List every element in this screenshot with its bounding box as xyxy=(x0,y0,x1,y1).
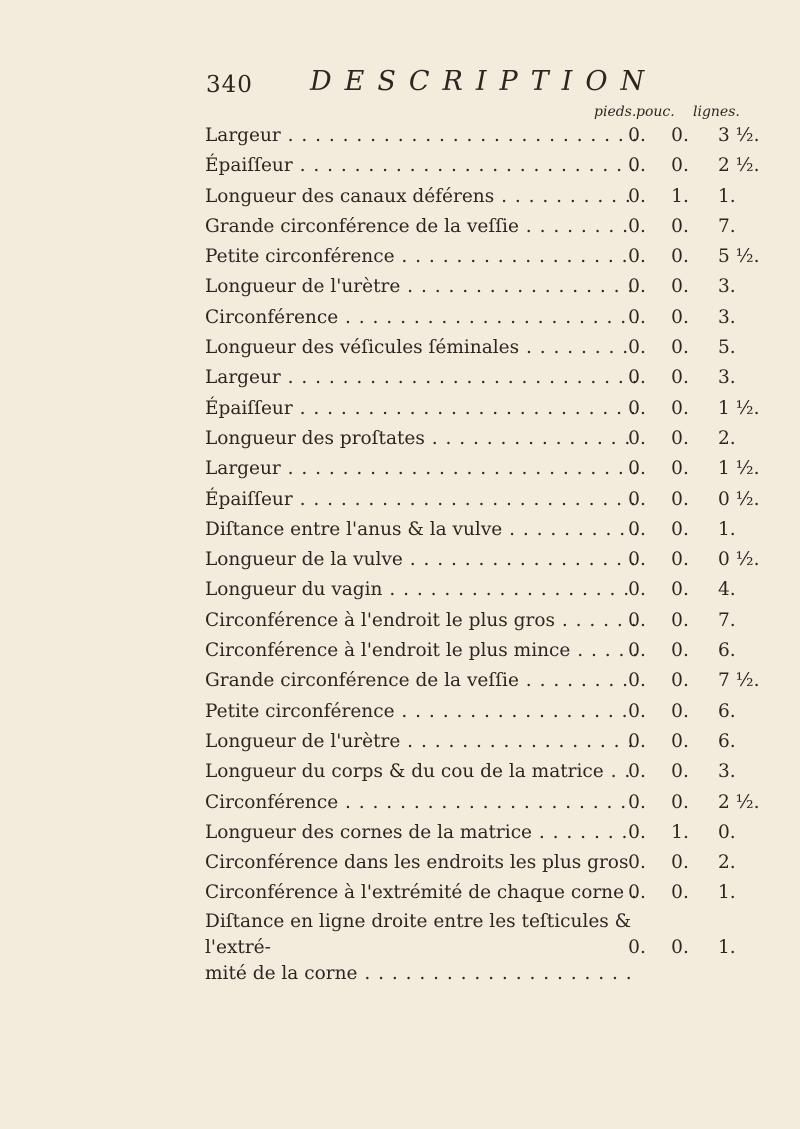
value-lignes: 1 ½. xyxy=(718,397,760,419)
value-pieds: 0. xyxy=(628,936,646,958)
value-pouc: 1. xyxy=(671,185,689,207)
value-pouc: 0. xyxy=(671,936,689,958)
value-pieds: 0. xyxy=(628,579,646,601)
table-row xyxy=(205,757,765,787)
measurement-table xyxy=(205,121,765,984)
row-label: Largeur . . . xyxy=(205,454,637,484)
row-label: Grande circonférence de la veſſie . . . xyxy=(205,666,637,696)
value-pouc: 0. xyxy=(671,246,689,268)
table-row xyxy=(205,151,765,181)
row-label: Épaiſſeur . . . xyxy=(205,485,637,515)
value-pieds: 0. xyxy=(628,821,646,843)
row-label: Circonférence . . . xyxy=(205,303,637,333)
value-pouc: 0. xyxy=(671,882,689,904)
row-label: Largeur . . . xyxy=(205,121,637,151)
value-pieds: 0. xyxy=(628,246,646,268)
table-row xyxy=(205,818,765,848)
value-pouc: 0. xyxy=(671,549,689,571)
value-pieds: 0. xyxy=(628,215,646,237)
table-row xyxy=(205,303,765,333)
value-lignes: 1. xyxy=(718,882,736,904)
column-header-lignes: lignes. xyxy=(693,104,740,120)
value-pieds: 0. xyxy=(628,518,646,540)
row-label: Longueur des véſicules ſéminales . . . xyxy=(205,333,637,363)
value-lignes: 0 ½. xyxy=(718,488,760,510)
value-pouc: 0. xyxy=(671,367,689,389)
value-pieds: 0. xyxy=(628,882,646,904)
row-label: Épaiſſeur . . . xyxy=(205,151,637,181)
value-pouc: 0. xyxy=(671,488,689,510)
value-lignes: 3. xyxy=(718,306,736,328)
value-pouc: 0. xyxy=(671,427,689,449)
value-lignes: 2. xyxy=(718,427,736,449)
table-row xyxy=(205,727,765,757)
table-row xyxy=(205,485,765,515)
table-row xyxy=(205,666,765,696)
column-header-pieds: pieds. xyxy=(594,104,637,120)
value-pouc: 0. xyxy=(671,640,689,662)
value-pouc: 0. xyxy=(671,518,689,540)
value-pieds: 0. xyxy=(628,609,646,631)
table-row xyxy=(205,242,765,272)
value-lignes: 3. xyxy=(718,761,736,783)
value-lignes: 7. xyxy=(718,215,736,237)
value-pouc: 0. xyxy=(671,155,689,177)
value-lignes: 3. xyxy=(718,367,736,389)
row-label: Circonférence dans les endroits les plus gros . . . xyxy=(205,848,637,878)
table-row xyxy=(205,182,765,212)
row-label: Petite circonférence . . . xyxy=(205,242,637,272)
row-label: Circonférence à l'endroit le plus mince . . . xyxy=(205,636,637,666)
value-pouc: 0. xyxy=(671,397,689,419)
row-label: Grande circonférence de la veſſie . . . xyxy=(205,212,637,242)
table-row xyxy=(205,697,765,727)
value-pouc: 0. xyxy=(671,458,689,480)
value-lignes: 4. xyxy=(718,579,736,601)
table-row xyxy=(205,606,765,636)
value-pouc: 0. xyxy=(671,609,689,631)
value-lignes: 0. xyxy=(718,821,736,843)
value-lignes: 1. xyxy=(718,185,736,207)
value-lignes: 3. xyxy=(718,276,736,298)
value-pieds: 0. xyxy=(628,337,646,359)
row-label xyxy=(205,909,637,987)
value-pieds: 0. xyxy=(628,367,646,389)
value-pieds: 0. xyxy=(628,488,646,510)
value-pouc: 0. xyxy=(671,761,689,783)
row-label: Circonférence à l'extrémité de chaque corne . . . xyxy=(205,878,637,908)
row-label: Épaiſſeur . . . xyxy=(205,394,637,424)
value-lignes: 2 ½. xyxy=(718,791,760,813)
value-pieds: 0. xyxy=(628,458,646,480)
table-row xyxy=(205,515,765,545)
row-label: Circonférence à l'endroit le plus gros . . . xyxy=(205,606,637,636)
running-title: DESCRIPTION xyxy=(310,66,658,97)
value-pieds: 0. xyxy=(628,306,646,328)
table-row xyxy=(205,878,765,908)
table-row xyxy=(205,121,765,151)
value-pieds: 0. xyxy=(628,427,646,449)
value-pieds: 0. xyxy=(628,791,646,813)
value-lignes: 1 ½. xyxy=(718,458,760,480)
table-row xyxy=(205,363,765,393)
table-row xyxy=(205,394,765,424)
value-pieds: 0. xyxy=(628,640,646,662)
table-row xyxy=(205,575,765,605)
table-row xyxy=(205,545,765,575)
row-label: Diſtance entre l'anus & la vulve . . . xyxy=(205,515,637,545)
value-pouc: 0. xyxy=(671,215,689,237)
value-pieds: 0. xyxy=(628,125,646,146)
value-pieds: 0. xyxy=(628,852,646,874)
value-pouc: 0. xyxy=(671,579,689,601)
value-pouc: 0. xyxy=(671,852,689,874)
value-lignes: 7. xyxy=(718,609,736,631)
row-label: Petite circonférence . . . xyxy=(205,697,637,727)
value-lignes: 0 ½. xyxy=(718,549,760,571)
value-pouc: 1. xyxy=(671,821,689,843)
value-pieds: 0. xyxy=(628,670,646,692)
value-pouc: 0. xyxy=(671,276,689,298)
row-label: Largeur . . . xyxy=(205,363,637,393)
row-label: Longueur de l'urètre . . . xyxy=(205,272,637,302)
value-lignes: 3 ½. xyxy=(718,125,760,146)
value-lignes: 7 ½. xyxy=(718,670,760,692)
row-label: Longueur des cornes de la matrice . . . xyxy=(205,818,637,848)
value-lignes: 6. xyxy=(718,640,736,662)
value-lignes: 6. xyxy=(718,700,736,722)
value-pieds: 0. xyxy=(628,155,646,177)
table-row xyxy=(205,848,765,878)
row-label: Circonférence . . . xyxy=(205,788,637,818)
row-label-line-1: Diſtance en ligne droite entre les teſticules & l'extré- xyxy=(205,910,632,958)
value-pieds: 0. xyxy=(628,276,646,298)
table-row xyxy=(205,454,765,484)
value-pouc: 0. xyxy=(671,730,689,752)
value-pieds: 0. xyxy=(628,700,646,722)
row-label: Longueur du vagin . . . xyxy=(205,575,637,605)
value-pieds: 0. xyxy=(628,761,646,783)
value-pieds: 0. xyxy=(628,185,646,207)
row-label: Longueur de l'urètre . . . xyxy=(205,727,637,757)
row-label: Longueur des proſtates . . . xyxy=(205,424,637,454)
value-pouc: 0. xyxy=(671,700,689,722)
table-row xyxy=(205,424,765,454)
table-row xyxy=(205,636,765,666)
table-row xyxy=(205,272,765,302)
page-header xyxy=(206,66,740,106)
value-lignes: 1. xyxy=(718,936,736,958)
row-label: Longueur du corps & du cou de la matrice . . . xyxy=(205,757,637,787)
value-lignes: 1. xyxy=(718,518,736,540)
value-pieds: 0. xyxy=(628,397,646,419)
value-pouc: 0. xyxy=(671,670,689,692)
value-pieds: 0. xyxy=(628,549,646,571)
table-row xyxy=(205,909,765,984)
value-pouc: 0. xyxy=(671,306,689,328)
value-pouc: 0. xyxy=(671,791,689,813)
value-lignes: 6. xyxy=(718,730,736,752)
value-pieds: 0. xyxy=(628,730,646,752)
row-label: Longueur de la vulve . . . xyxy=(205,545,637,575)
table-row xyxy=(205,212,765,242)
value-pouc: 0. xyxy=(671,125,689,146)
value-lignes: 5 ½. xyxy=(718,246,760,268)
row-label-line-2: mité de la corne . . . xyxy=(205,961,637,987)
value-pouc: 0. xyxy=(671,337,689,359)
value-lignes: 2 ½. xyxy=(718,155,760,177)
table-row xyxy=(205,333,765,363)
column-header-pouc: pouc. xyxy=(636,104,675,120)
value-lignes: 2. xyxy=(718,852,736,874)
value-lignes: 5. xyxy=(718,337,736,359)
table-row xyxy=(205,788,765,818)
page-number: 340 xyxy=(206,72,253,98)
row-label: Longueur des canaux déférens . . . xyxy=(205,182,637,212)
